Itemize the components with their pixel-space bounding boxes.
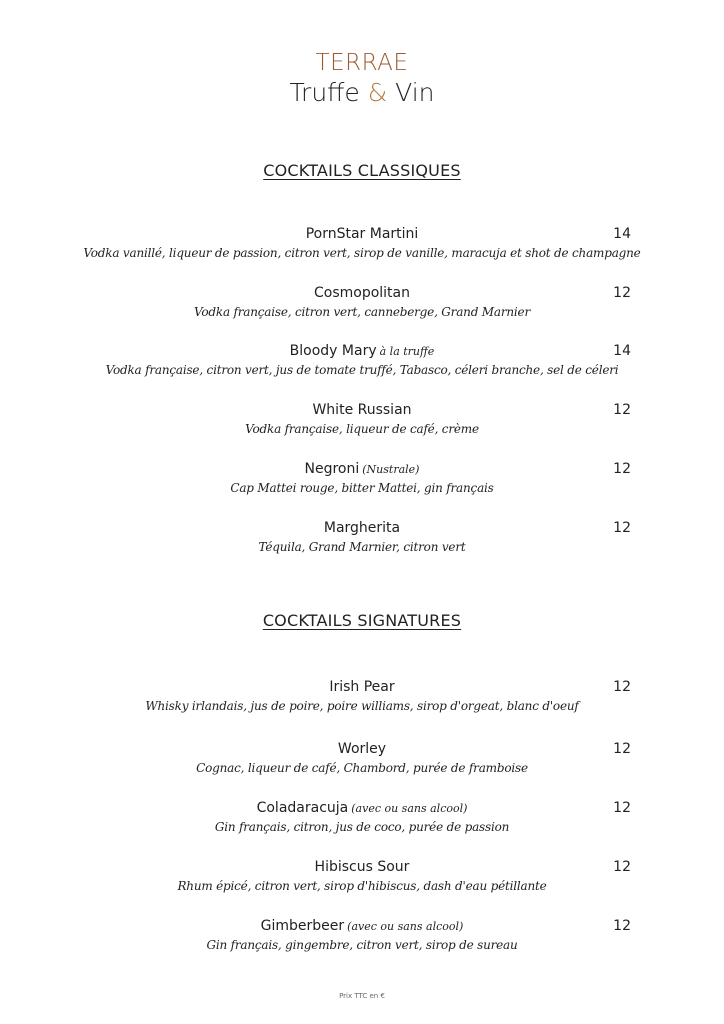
- item-name: Gimberbeer: [260, 918, 345, 934]
- menu-item: [0, 461, 724, 521]
- item-description: Vodka française, citron vert, jus de tomate truffé, Tabasco, céleri branche, sel de céleri: [105, 363, 619, 377]
- item-name: Negroni: [304, 461, 360, 477]
- menu-item: [0, 679, 724, 739]
- item-name: Worley: [337, 741, 387, 757]
- section-title-signatures: COCKTAILS SIGNATURES: [262, 611, 462, 630]
- item-price: 14: [613, 343, 631, 359]
- item-description: Vodka française, citron vert, canneberge, Grand Marnier: [194, 305, 530, 319]
- item-description: Cap Mattei rouge, bitter Mattei, gin français: [230, 481, 494, 495]
- item-price: 12: [613, 461, 631, 477]
- brand-tagline-part1: Truffe: [289, 78, 368, 107]
- item-name: White Russian: [312, 402, 412, 418]
- item-description: Gin français, citron, jus de coco, purée de passion: [214, 820, 510, 834]
- item-price: 14: [613, 226, 631, 242]
- item-note: (avec ou sans alcool): [351, 802, 468, 815]
- item-name: Cosmopolitan: [313, 285, 410, 301]
- item-price: 12: [613, 679, 631, 695]
- brand-ampersand: &: [367, 78, 388, 107]
- menu-item: [0, 402, 724, 462]
- item-price: 12: [613, 520, 631, 536]
- item-description: Téquila, Grand Marnier, citron vert: [258, 540, 466, 554]
- brand-tagline: [0, 78, 724, 107]
- menu-item: [0, 226, 724, 286]
- menu-item: [0, 800, 724, 860]
- menu-item: [0, 741, 724, 801]
- price-footnote: Prix TTC en €: [339, 992, 385, 1000]
- item-note: à la truffe: [379, 345, 435, 358]
- menu-item: [0, 343, 724, 403]
- menu-item: [0, 918, 724, 978]
- item-price: 12: [613, 859, 631, 875]
- menu-item: [0, 859, 724, 919]
- menu-item: [0, 520, 724, 580]
- item-price: 12: [613, 285, 631, 301]
- item-price: 12: [613, 402, 631, 418]
- brand-name: TERRAE: [315, 50, 409, 76]
- item-name: Hibiscus Sour: [314, 859, 410, 875]
- item-description: Cognac, liqueur de café, Chambord, purée de framboise: [196, 761, 528, 775]
- item-price: 12: [613, 741, 631, 757]
- item-description: Rhum épicé, citron vert, sirop d'hibiscus, dash d'eau pétillante: [177, 879, 547, 893]
- item-name: Coladaracuja: [256, 800, 349, 816]
- menu-item: [0, 285, 724, 345]
- item-price: 12: [613, 800, 631, 816]
- item-description: Vodka vanillé, liqueur de passion, citron vert, sirop de vanille, maracuja et shot de champagne: [83, 246, 641, 260]
- brand-tagline-part2: Vin: [387, 78, 435, 107]
- item-price: 12: [613, 918, 631, 934]
- item-name: Margherita: [323, 520, 401, 536]
- item-name: PornStar Martini: [305, 226, 419, 242]
- item-description: Whisky irlandais, jus de poire, poire williams, sirop d'orgeat, blanc d'oeuf: [145, 699, 579, 713]
- item-name: Irish Pear: [329, 679, 395, 695]
- item-description: Vodka française, liqueur de café, crème: [245, 422, 479, 436]
- item-note: (Nustrale): [362, 463, 420, 476]
- item-note: (avec ou sans alcool): [347, 920, 464, 933]
- item-description: Gin français, gingembre, citron vert, sirop de sureau: [206, 938, 518, 952]
- section-title-classiques: COCKTAILS CLASSIQUES: [263, 161, 461, 180]
- item-name: Bloody Mary: [289, 343, 377, 359]
